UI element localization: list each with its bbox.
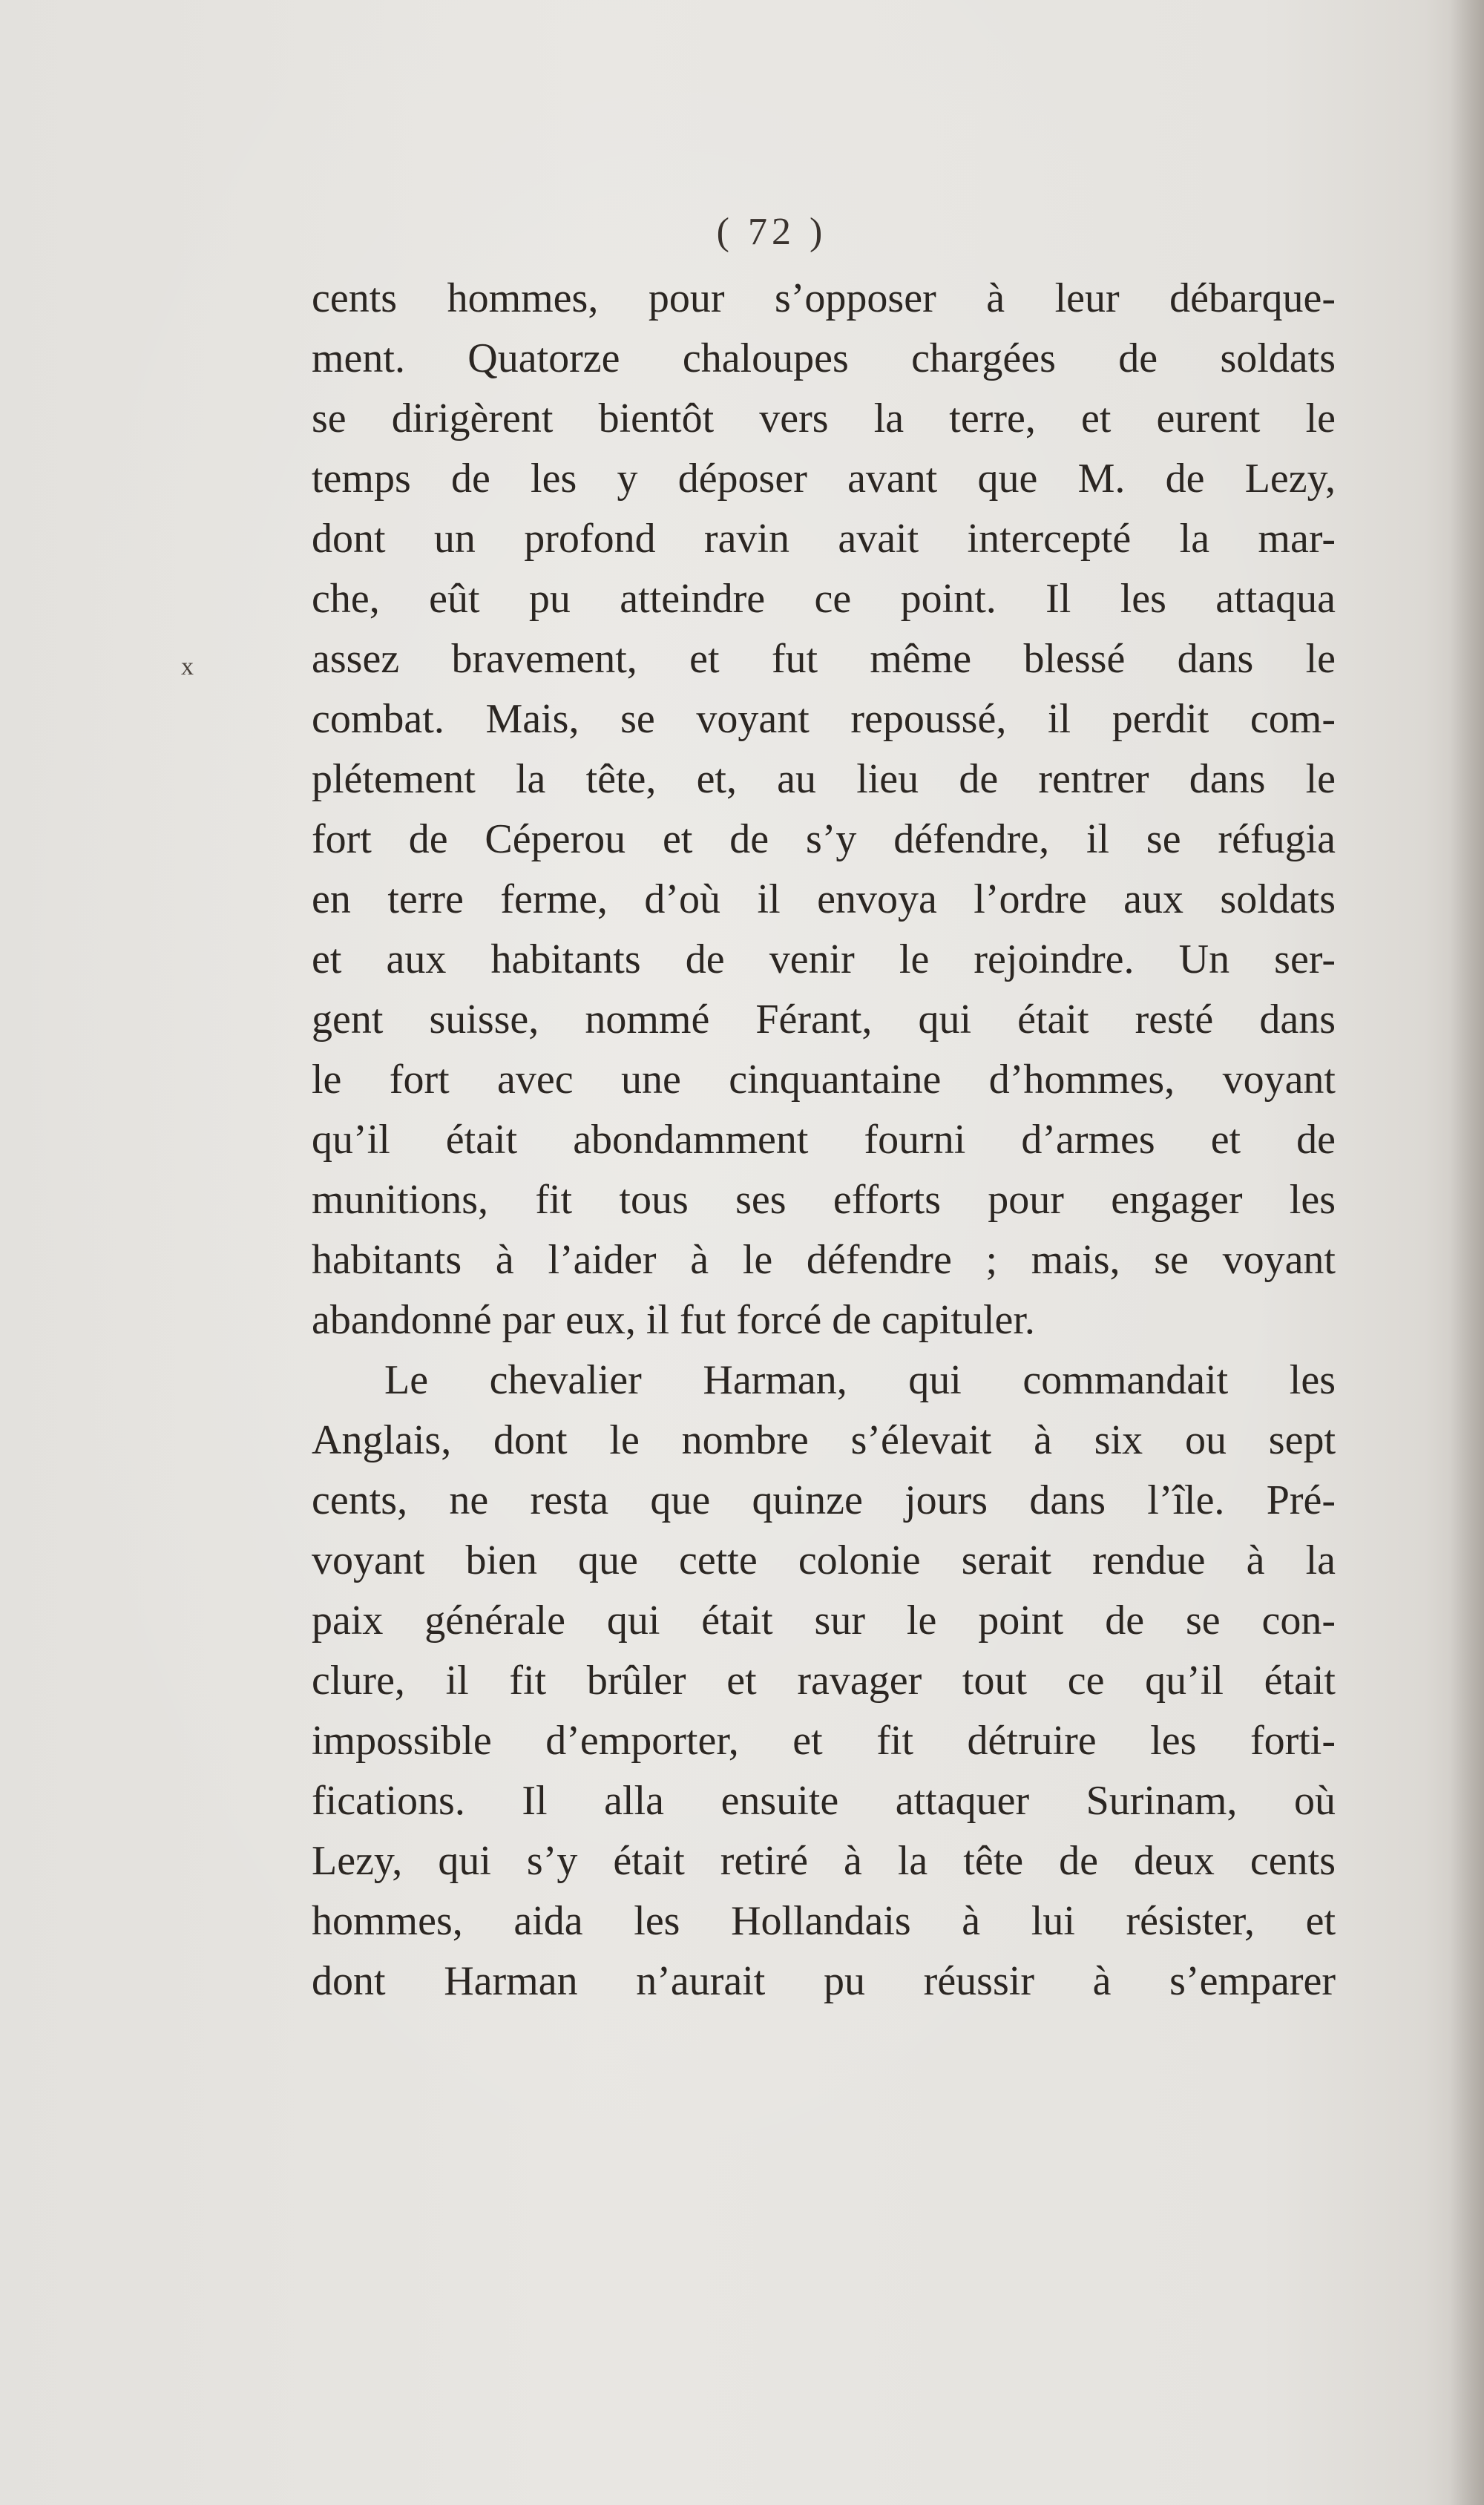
text-line: gent suisse, nommé Férant, qui était resté dans [312, 997, 1336, 1043]
page-edge-shadow [1450, 0, 1484, 2505]
text-line: habitants à l’aider à le défendre ; mais, se voyant [312, 1237, 1336, 1283]
text-line: clure, il fit brûler et ravager tout ce qu’il était [312, 1658, 1336, 1704]
text-line: et aux habitants de venir le rejoindre. Un ser- [312, 936, 1336, 982]
text-line: cents, ne resta que quinze jours dans l’île. Pré- [312, 1477, 1336, 1523]
text-line: che, eût pu atteindre ce point. Il les attaqua [312, 576, 1336, 622]
text-line: en terre ferme, d’où il envoya l’ordre aux soldats [312, 876, 1336, 922]
text-line: impossible d’emporter, et fit détruire les forti- [312, 1718, 1336, 1764]
text-line: paix générale qui était sur le point de se con- [312, 1598, 1336, 1644]
text-line: dont Harman n’aurait pu réussir à s’emparer [312, 1958, 1336, 2004]
page-number: ( 72 ) [716, 211, 827, 253]
text-line: cents hommes, pour s’opposer à leur débarque- [312, 275, 1336, 321]
text-line: fications. Il alla ensuite attaquer Surinam, où [312, 1778, 1336, 1824]
text-line: qu’il était abondamment fourni d’armes et de [312, 1117, 1336, 1163]
text-line: Anglais, dont le nombre s’élevait à six ou sept [312, 1417, 1336, 1463]
margin-mark: x [181, 653, 194, 680]
text-line: plétement la tête, et, au lieu de rentrer dans le [312, 756, 1336, 802]
text-line: Le chevalier Harman, qui commandait les [384, 1357, 1336, 1403]
text-line: combat. Mais, se voyant repoussé, il perdit com- [312, 696, 1336, 742]
text-line: ment. Quatorze chaloupes chargées de soldats [312, 335, 1336, 381]
text-line: abandonné par eux, il fut forcé de capituler. [312, 1297, 1035, 1343]
text-line: voyant bien que cette colonie serait rendue à la [312, 1537, 1336, 1583]
text-line: Lezy, qui s’y était retiré à la tête de deux cents [312, 1838, 1336, 1884]
text-line: munitions, fit tous ses efforts pour engager les [312, 1177, 1336, 1223]
text-line: se dirigèrent bientôt vers la terre, et eurent le [312, 395, 1336, 441]
text-line: temps de les y déposer avant que M. de Lezy, [312, 456, 1336, 502]
text-line: hommes, aida les Hollandais à lui résister, et [312, 1898, 1336, 1944]
text-line: assez bravement, et fut même blessé dans le [312, 636, 1336, 682]
body-text [312, 269, 1336, 2012]
text-line: le fort avec une cinquantaine d’hommes, voyant [312, 1057, 1336, 1103]
text-line: fort de Céperou et de s’y défendre, il se réfugia [312, 816, 1336, 862]
text-line: dont un profond ravin avait intercepté la mar- [312, 516, 1336, 562]
